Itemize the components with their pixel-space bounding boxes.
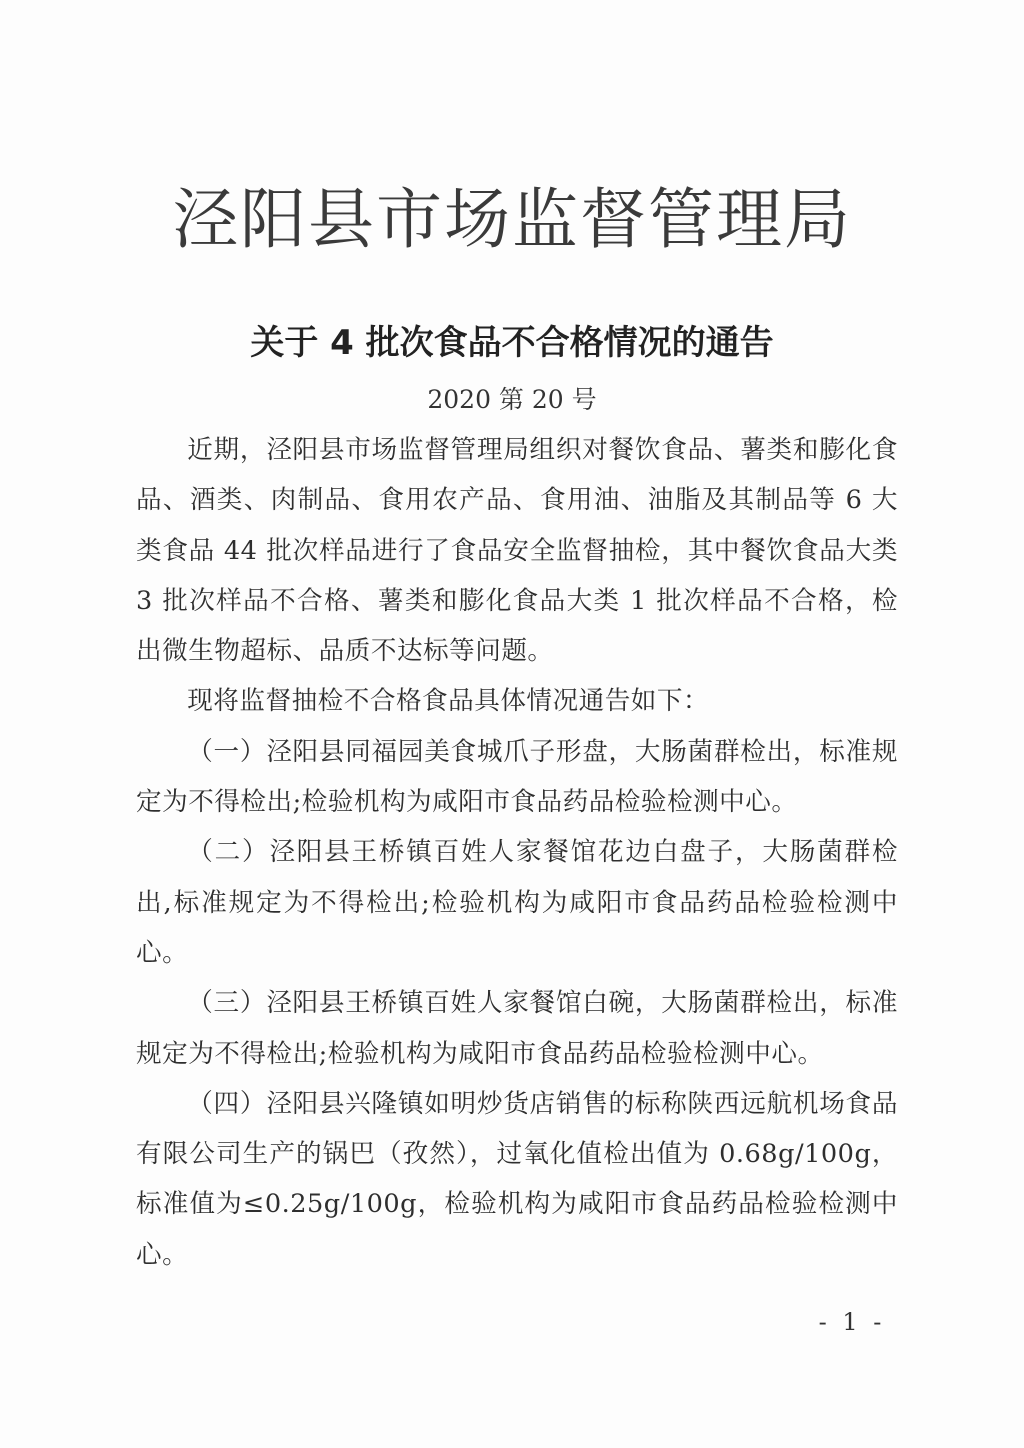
notice-title: 关于 4 批次食品不合格情况的通告 bbox=[250, 323, 774, 363]
agency-title: 泾阳县市场监督管理局 bbox=[172, 181, 852, 258]
document-number: 2020 第 20 号 bbox=[427, 385, 597, 414]
paragraph-item-4: （四）泾阳县兴隆镇如明炒货店销售的标称陕西远航机场食品有限公司生产的锅巴（孜然），过氧化值检出值为 0.68g/100g，标准值为≤0.25g/100g，检验机构为咸阳市食品药品检验检测中心。 bbox=[136, 1088, 898, 1270]
notice-body bbox=[136, 425, 898, 1280]
paragraph-item-2: （二）泾阳县王桥镇百姓人家餐馆花边白盘子，大肠菌群检出,标准规定为不得检出;检验机构为咸阳市食品药品检验检测中心。 bbox=[136, 837, 898, 968]
paragraph-item-3: （三）泾阳县王桥镇百姓人家餐馆白碗，大肠菌群检出，标准规定为不得检出;检验机构为咸阳市食品药品检验检测中心。 bbox=[136, 988, 898, 1069]
paragraph-intro: 近期，泾阳县市场监督管理局组织对餐饮食品、薯类和膨化食品、酒类、肉制品、食用农产品、食用油、油脂及其制品等 6 大类食品 44 批次样品进行了食品安全监督抽检，其中餐饮食品大类 3 批次样品不合格、薯类和膨化食品大类 1 批次样品不合格，检出微生物超标、品质不达标等问题。 bbox=[136, 435, 898, 667]
paragraph-lead-in: 现将监督抽检不合格食品具体情况通告如下： bbox=[187, 686, 710, 717]
page-number: - 1 - bbox=[818, 1308, 886, 1336]
paragraph-item-1: （一）泾阳县同福园美食城爪子形盘，大肠菌群检出，标准规定为不得检出;检验机构为咸阳市食品药品检验检测中心。 bbox=[136, 736, 898, 818]
